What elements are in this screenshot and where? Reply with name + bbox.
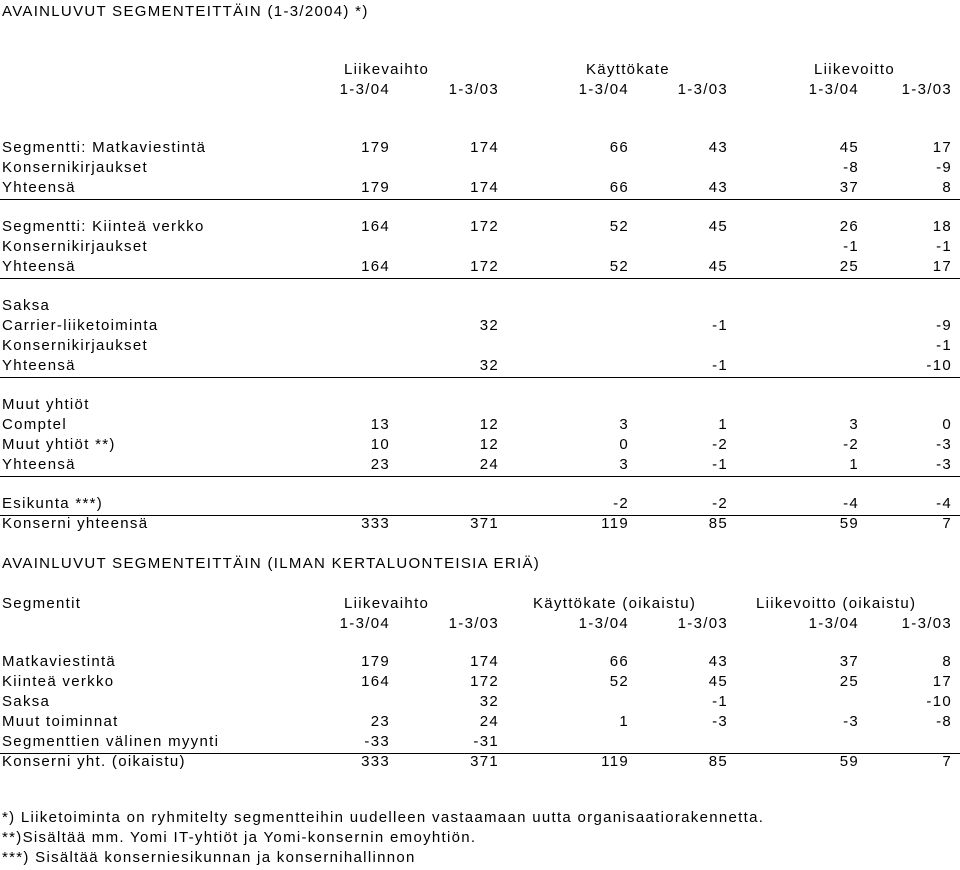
cell-value: -3 bbox=[936, 436, 952, 453]
table-row bbox=[0, 753, 960, 773]
row-label: Konsernikirjaukset bbox=[2, 159, 148, 176]
row-label: Muut yhtiöt **) bbox=[2, 436, 116, 453]
cell-value: -8 bbox=[936, 713, 952, 730]
table-row bbox=[0, 733, 960, 754]
header-group-ebitda: Käyttökate bbox=[586, 61, 670, 78]
row-label: Carrier-liiketoiminta bbox=[2, 317, 159, 334]
row-label: Muut yhtiöt bbox=[2, 396, 90, 413]
cell-value: -1 bbox=[712, 357, 728, 374]
cell-value: 13 bbox=[370, 416, 390, 433]
footnote: **)Sisältää mm. Yomi IT-yhtiöt ja Yomi-konsernin emoyhtiön. bbox=[2, 829, 477, 846]
cell-value: 7 bbox=[942, 753, 952, 770]
header2-period: 1-3/04 bbox=[808, 615, 859, 632]
row-label: Comptel bbox=[2, 416, 67, 433]
header-period: 1-3/03 bbox=[901, 81, 952, 98]
footnote: *) Liiketoiminta on ryhmitelty segmentteihin uudelleen vastaamaan uutta organisaatiorakennetta. bbox=[2, 809, 765, 826]
row-label: Segmentti: Kiinteä verkko bbox=[2, 218, 205, 235]
row-label: Kiinteä verkko bbox=[2, 673, 115, 690]
footnote: ***) Sisältää konserniesikunnan ja konsernihallinnon bbox=[2, 849, 416, 866]
cell-value: 164 bbox=[361, 673, 390, 690]
cell-value: 45 bbox=[708, 218, 728, 235]
header-period: 1-3/03 bbox=[677, 81, 728, 98]
cell-value: 59 bbox=[839, 515, 859, 532]
cell-value: 174 bbox=[470, 179, 499, 196]
cell-value: 66 bbox=[609, 179, 629, 196]
cell-value: 179 bbox=[361, 179, 390, 196]
header2-group-revenue: Liikevaihto bbox=[344, 595, 430, 612]
header-period: 1-3/04 bbox=[339, 81, 390, 98]
table-row bbox=[0, 357, 960, 378]
cell-value: 1 bbox=[619, 713, 629, 730]
cell-value: 0 bbox=[619, 436, 629, 453]
row-label: Konserni yht. (oikaistu) bbox=[2, 753, 186, 770]
cell-value: -1 bbox=[843, 238, 859, 255]
row-label: Saksa bbox=[2, 297, 51, 314]
cell-value: 17 bbox=[932, 258, 952, 275]
row-label: Saksa bbox=[2, 693, 51, 710]
cell-value: -10 bbox=[926, 693, 952, 710]
cell-value: 0 bbox=[942, 416, 952, 433]
cell-value: 174 bbox=[470, 139, 499, 156]
row-label: Segmenttien välinen myynti bbox=[2, 733, 220, 750]
cell-value: -3 bbox=[843, 713, 859, 730]
table-row bbox=[0, 297, 960, 317]
cell-value: -33 bbox=[364, 733, 390, 750]
cell-value: -1 bbox=[936, 238, 952, 255]
row-label: Muut toiminnat bbox=[2, 713, 119, 730]
header-period: 1-3/03 bbox=[448, 81, 499, 98]
cell-value: 1 bbox=[718, 416, 728, 433]
row-label: Konsernikirjaukset bbox=[2, 238, 148, 255]
cell-value: 52 bbox=[609, 258, 629, 275]
header-period: 1-3/04 bbox=[578, 81, 629, 98]
cell-value: 172 bbox=[470, 673, 499, 690]
cell-value: 52 bbox=[609, 673, 629, 690]
header-group-revenue: Liikevaihto bbox=[344, 61, 430, 78]
cell-value: 43 bbox=[708, 653, 728, 670]
cell-value: -2 bbox=[712, 495, 728, 512]
cell-value: 45 bbox=[708, 673, 728, 690]
row-label: Yhteensä bbox=[2, 258, 76, 275]
cell-value: 23 bbox=[370, 713, 390, 730]
footnotes bbox=[2, 808, 764, 868]
cell-value: 85 bbox=[708, 753, 728, 770]
row-label: Matkaviestintä bbox=[2, 653, 117, 670]
table-row bbox=[0, 416, 960, 436]
table-row bbox=[0, 396, 960, 416]
table-row bbox=[0, 673, 960, 693]
header2-group-ebit: Liikevoitto (oikaistu) bbox=[756, 595, 917, 612]
cell-value: -9 bbox=[936, 317, 952, 334]
header2-period: 1-3/03 bbox=[901, 615, 952, 632]
table-row bbox=[0, 179, 960, 200]
cell-value: 179 bbox=[361, 139, 390, 156]
table-row bbox=[0, 159, 960, 179]
row-label: Esikunta ***) bbox=[2, 495, 104, 512]
table-row bbox=[0, 495, 960, 516]
header-periods-row bbox=[0, 81, 960, 101]
row-label: Konserni yhteensä bbox=[2, 515, 149, 532]
section-title-adjusted: AVAINLUVUT SEGMENTEITTÄIN (ILMAN KERTALUONTEISIA ERIÄ) bbox=[2, 555, 541, 572]
cell-value: 174 bbox=[470, 653, 499, 670]
cell-value: -9 bbox=[936, 159, 952, 176]
report-title: AVAINLUVUT SEGMENTEITTÄIN (1-3/2004) *) bbox=[2, 3, 369, 20]
header2-period: 1-3/03 bbox=[448, 615, 499, 632]
cell-value: 3 bbox=[619, 416, 629, 433]
header-group-ebit: Liikevoitto bbox=[814, 61, 896, 78]
cell-value: 26 bbox=[839, 218, 859, 235]
cell-value: -2 bbox=[613, 495, 629, 512]
table-row bbox=[0, 258, 960, 279]
table-row bbox=[0, 317, 960, 337]
table-row bbox=[0, 436, 960, 456]
row-label: Konsernikirjaukset bbox=[2, 337, 148, 354]
cell-value: 119 bbox=[601, 753, 629, 770]
cell-value: 172 bbox=[470, 218, 499, 235]
cell-value: 59 bbox=[839, 753, 859, 770]
cell-value: 37 bbox=[839, 653, 859, 670]
cell-value: 17 bbox=[932, 673, 952, 690]
cell-value: 333 bbox=[361, 515, 390, 532]
cell-value: 3 bbox=[849, 416, 859, 433]
cell-value: 66 bbox=[609, 139, 629, 156]
cell-value: 119 bbox=[601, 515, 629, 532]
cell-value: 17 bbox=[932, 139, 952, 156]
cell-value: 45 bbox=[839, 139, 859, 156]
cell-value: -4 bbox=[843, 495, 859, 512]
cell-value: 43 bbox=[708, 179, 728, 196]
table-row bbox=[0, 693, 960, 713]
cell-value: 1 bbox=[849, 456, 859, 473]
row-label: Yhteensä bbox=[2, 357, 76, 374]
header-period: 1-3/04 bbox=[808, 81, 859, 98]
cell-value: 43 bbox=[708, 139, 728, 156]
table-row bbox=[0, 238, 960, 258]
cell-value: -2 bbox=[712, 436, 728, 453]
cell-value: -3 bbox=[712, 713, 728, 730]
cell-value: -1 bbox=[936, 337, 952, 354]
cell-value: 32 bbox=[479, 317, 499, 334]
cell-value: 371 bbox=[470, 515, 499, 532]
header2-periods-row bbox=[0, 615, 960, 635]
cell-value: 18 bbox=[932, 218, 952, 235]
row-label: Yhteensä bbox=[2, 179, 76, 196]
cell-value: 164 bbox=[361, 258, 390, 275]
cell-value: 371 bbox=[470, 753, 499, 770]
table-row bbox=[0, 337, 960, 357]
cell-value: -8 bbox=[843, 159, 859, 176]
cell-value: 23 bbox=[370, 456, 390, 473]
cell-value: -1 bbox=[712, 693, 728, 710]
cell-value: 32 bbox=[479, 693, 499, 710]
cell-value: 164 bbox=[361, 218, 390, 235]
cell-value: 7 bbox=[942, 515, 952, 532]
cell-value: -1 bbox=[712, 317, 728, 334]
header2-group-ebitda: Käyttökate (oikaistu) bbox=[533, 595, 697, 612]
cell-value: 3 bbox=[619, 456, 629, 473]
header2-groups-row bbox=[0, 595, 960, 615]
cell-value: -2 bbox=[843, 436, 859, 453]
cell-value: 333 bbox=[361, 753, 390, 770]
table-row bbox=[0, 653, 960, 673]
cell-value: 37 bbox=[839, 179, 859, 196]
row-label: Segmentti: Matkaviestintä bbox=[2, 139, 207, 156]
cell-value: 85 bbox=[708, 515, 728, 532]
cell-value: 172 bbox=[470, 258, 499, 275]
table-row bbox=[0, 139, 960, 159]
cell-value: -3 bbox=[936, 456, 952, 473]
cell-value: 66 bbox=[609, 653, 629, 670]
cell-value: 12 bbox=[479, 436, 499, 453]
cell-value: -4 bbox=[936, 495, 952, 512]
cell-value: 52 bbox=[609, 218, 629, 235]
header2-period: 1-3/04 bbox=[578, 615, 629, 632]
row-label: Yhteensä bbox=[2, 456, 76, 473]
header2-period: 1-3/04 bbox=[339, 615, 390, 632]
cell-value: -10 bbox=[926, 357, 952, 374]
cell-value: 8 bbox=[942, 653, 952, 670]
cell-value: 25 bbox=[839, 258, 859, 275]
cell-value: -31 bbox=[473, 733, 499, 750]
cell-value: 25 bbox=[839, 673, 859, 690]
cell-value: 179 bbox=[361, 653, 390, 670]
table-row bbox=[0, 456, 960, 477]
header-groups-row bbox=[0, 61, 960, 81]
cell-value: 12 bbox=[479, 416, 499, 433]
table-row bbox=[0, 515, 960, 535]
table-row bbox=[0, 713, 960, 733]
cell-value: 8 bbox=[942, 179, 952, 196]
cell-value: 24 bbox=[479, 713, 499, 730]
cell-value: 32 bbox=[479, 357, 499, 374]
cell-value: 24 bbox=[479, 456, 499, 473]
header2-segment-label: Segmentit bbox=[2, 595, 82, 612]
cell-value: 45 bbox=[708, 258, 728, 275]
cell-value: 10 bbox=[370, 436, 390, 453]
table-row bbox=[0, 218, 960, 238]
cell-value: -1 bbox=[712, 456, 728, 473]
header2-period: 1-3/03 bbox=[677, 615, 728, 632]
